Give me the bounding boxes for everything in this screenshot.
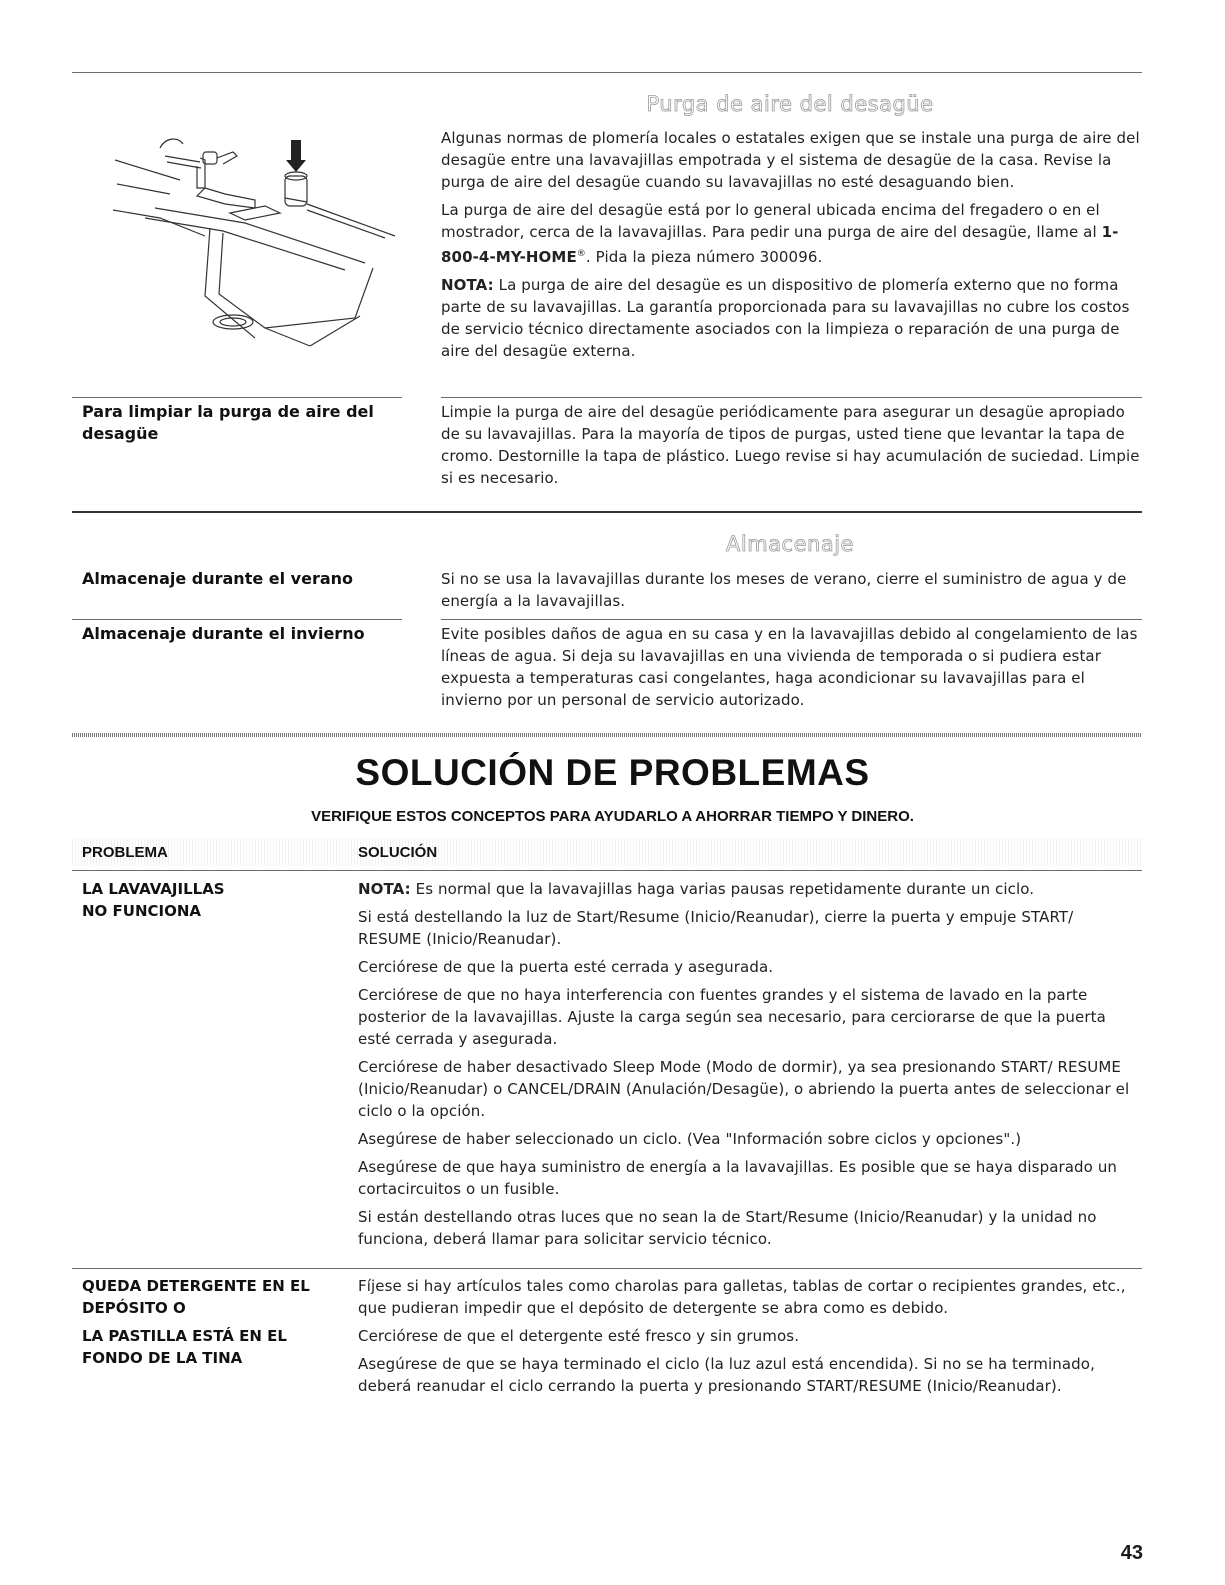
solution-item: Fíjese si hay artículos tales como charolas para galletas, tablas de cortar o recipientes grandes, etc., que pudieran impedir que el depósito de detergente se abra como es debido. [358,1277,1126,1317]
troubleshooting-subtitle: VERIFIQUE ESTOS CONCEPTOS PARA AYUDARLO A AHORRAR TIEMPO Y DINERO. [311,808,914,825]
section-title-purga: Purga de aire del desagüe [646,92,934,116]
nota-label: NOTA: [358,880,411,898]
solutions-detergente [358,1275,1140,1403]
row-divider [72,1268,1142,1269]
solution-item: Si están destellando otras luces que no sean la de Start/Resume (Inicio/Reanudar) y la unidad no funciona, deberá llamar para solicitar servicio técnico. [358,1208,1097,1248]
page-number: 43 [1120,1542,1143,1564]
solutions-no-funciona [358,878,1140,1256]
solution-item: Asegúrese de haber seleccionado un ciclo. (Vea "Información sobre ciclos y opciones".) [358,1130,1022,1148]
problem-line: DEPÓSITO O [82,1299,186,1317]
clean-text: Limpie la purga de aire del desagüe periódicamente para asegurar un desagüe apropiado de su lavavajillas. Para la mayoría de tipos de purgas, usted tiene que levantar la tapa de cromo. Destornille la tapa de plástico. Luego revise si hay acumulación de suciedad. Limpie si es necesario. [441,403,1140,487]
solution-item: Asegúrese de que se haya terminado el ciclo (la luz azul está encendida). Si no se ha terminado, deberá reanudar el ciclo cerrando la puerta y presionando START/RESUME (Inicio/Reanudar). [358,1355,1095,1395]
rule-left-clean [72,397,402,398]
almacenaje-rule [72,511,1142,513]
purga-intro-block [441,127,1141,368]
solution-item: Si está destellando la luz de Start/Resume (Inicio/Reanudar), cierre la puerta y empuje START/ RESUME (Inicio/Reanudar). [358,908,1074,948]
problem-line: NO FUNCIONA [82,902,202,920]
winter-label: Almacenaje durante el invierno [82,624,365,643]
nota-label: NOTA: [441,276,494,294]
solution-item: Cerciórese de haber desactivado Sleep Mode (Modo de dormir), ya sea presionando START/ RESUME (Inicio/Reanudar) o CANCEL/DRAIN (Anulación/Desagüe), o abriendo la puerta antes de seleccionar el ciclo o la opción. [358,1058,1130,1120]
problem-line: LA PASTILLA ESTÁ EN EL [82,1327,287,1345]
summer-text: Si no se usa la lavavajillas durante los meses de verano, cierre el suministro de agua y de energía a la lavavajillas. [441,570,1127,610]
problem-line: LA LAVAVAJILLAS [82,880,225,898]
rule-right-winter [441,619,1142,620]
rule-left-winter [72,619,402,620]
solution-item: Cerciórese de que el detergente esté fresco y sin grumos. [358,1327,800,1345]
phone-number: 1-800-4-MY-HOME [441,223,1119,266]
solution-item: Cerciórese de que la puerta esté cerrada y asegurada. [358,958,774,976]
purga-part-number-text: . Pida la pieza número 300096. [585,248,823,266]
registered-mark: ® [576,249,586,259]
top-rule [72,72,1142,73]
purga-intro-paragraph-2 [441,199,1141,268]
purga-intro-text: La purga de aire del desagüe está por lo general ubicada encima del fregadero o en el mostrador, cerca de la lavavajillas. Para pedir una purga de aire del desagüe, llame al [441,201,1100,241]
section-title-almacenaje: Almacenaje [726,532,854,556]
problem-detergente [82,1275,342,1369]
nota-text: La purga de aire del desagüe es un dispositivo de plomería externo que no forma parte de su lavavajillas. La garantía proporcionada para su lavavajillas no cubre los costos de servicio técnico directamente asociados con la limpieza o reparación de una purga de aire del desagüe externa. [441,276,1130,360]
col-header-problem: PROBLEMA [82,844,168,861]
sink-air-gap-illustration [105,118,405,348]
problem-no-funciona [82,878,342,922]
hatched-divider [72,733,1142,737]
problem-line: QUEDA DETERGENTE EN EL [82,1277,310,1295]
purga-intro-paragraph-1: Algunas normas de plomería locales o estatales exigen que se instale una purga de aire del desagüe entre una lavavajillas empotrada y el sistema de desagüe de la casa. Revise la purga de aire del desagüe cuando su lavavajillas no esté desaguando bien. [441,129,1140,191]
solution-item: Asegúrese de que haya suministro de energía a la lavavajillas. Es posible que se haya disparado un cortacircuitos o un fusible. [358,1158,1118,1198]
summer-label: Almacenaje durante el verano [82,569,354,588]
nota-text: Es normal que la lavavajillas haga varias pausas repetidamente durante un ciclo. [410,880,1035,898]
problem-line: FONDO DE LA TINA [82,1349,243,1367]
table-header-rule [72,870,1142,871]
clean-label: Para limpiar la purga de aire del desagüe [82,402,374,443]
purga-nota-paragraph [441,274,1141,362]
rule-right-clean [441,397,1142,398]
winter-text: Evite posibles daños de agua en su casa y en la lavavajillas debido al congelamiento de las líneas de agua. Si deja su lavavajillas en una vivienda de temporada o si pudiera estar expuesta a temperaturas casi congelantes, haga acondicionar su lavavajillas para el invierno por un personal de servicio autorizado. [441,625,1138,709]
col-header-solution: SOLUCIÓN [358,844,438,861]
solution-item [358,878,1140,900]
solution-item: Cerciórese de que no haya interferencia con fuentes grandes y el sistema de lavado en la parte posterior de la lavavajillas. Ajuste la carga según sea necesario, para cerciorarse de que la puerta esté cerrada y asegurada. [358,986,1106,1048]
table-header-band [72,838,1142,866]
troubleshooting-title: SOLUCIÓN DE PROBLEMAS [355,752,870,793]
